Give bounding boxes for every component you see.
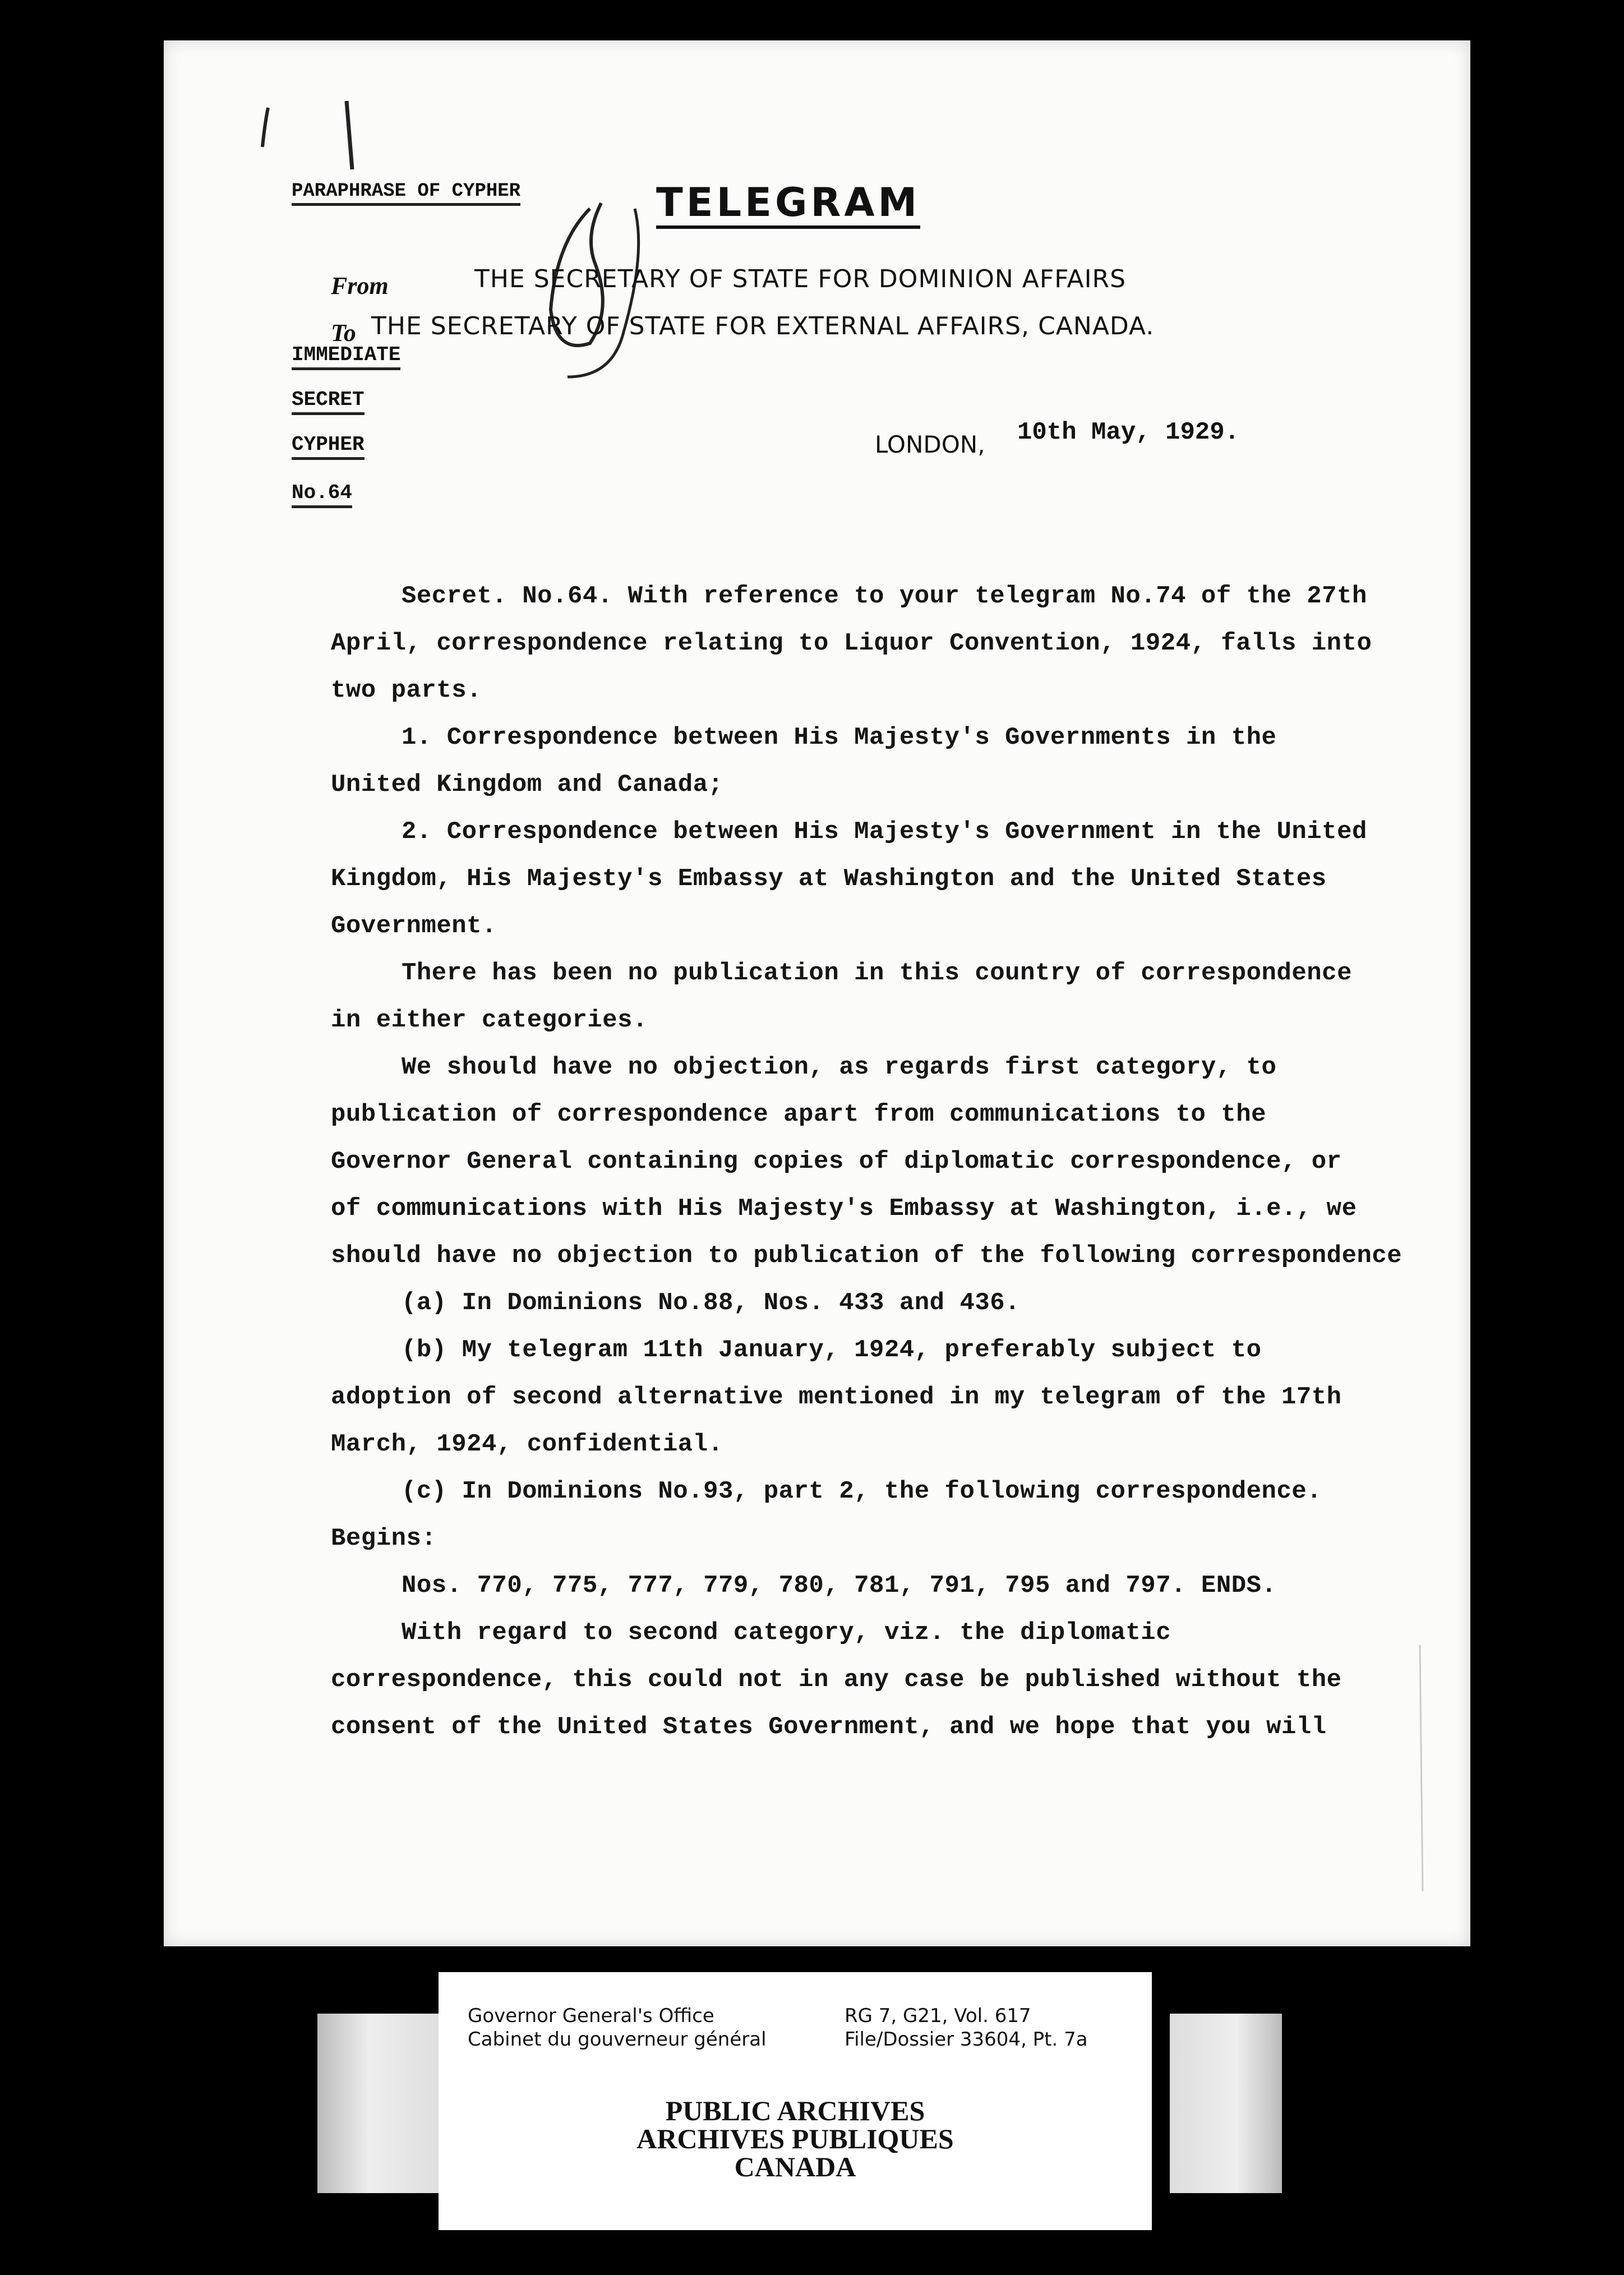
body-line: correspondence, this could not in any case be published without the: [331, 1666, 1342, 1694]
cypher-marking: CYPHER: [292, 433, 365, 460]
from-label: From: [331, 272, 389, 300]
document-page: [164, 40, 1470, 1946]
body-line: April, correspondence relating to Liquor Convention, 1924, falls into: [331, 629, 1372, 657]
body-line: 2. Correspondence between His Majesty's Government in the United: [402, 818, 1367, 846]
film-strip-left: [317, 2014, 446, 2193]
dateline-date: 10th May, 1929.: [1017, 418, 1240, 446]
stamp-line-1: PUBLIC ARCHIVES: [665, 2095, 925, 2126]
film-strip-right: [1170, 2014, 1282, 2193]
body-line: Begins:: [331, 1525, 437, 1553]
body-line: Government.: [331, 912, 497, 940]
dateline-place: LONDON,: [875, 431, 985, 458]
stamp-line-2: ARCHIVES PUBLIQUES: [636, 2123, 954, 2154]
archive-label: [439, 1972, 1152, 2230]
number-marking: No.64: [292, 481, 352, 508]
body-line: With regard to second category, viz. the diplomatic: [402, 1619, 1171, 1647]
body-line: Governor General containing copies of diplomatic correspondence, or: [331, 1148, 1342, 1176]
body-line: (a) In Dominions No.88, Nos. 433 and 436.: [402, 1289, 1021, 1317]
secret-marking: SECRET: [292, 388, 365, 415]
body-line: United Kingdom and Canada;: [331, 771, 723, 799]
archive-reference: RG 7, G21, Vol. 617: [845, 2005, 1031, 2027]
stamp-line-3: CANADA: [734, 2151, 856, 2182]
archive-file: File/Dossier 33604, Pt. 7a: [845, 2028, 1088, 2051]
body-line: 1. Correspondence between His Majesty's Governments in the: [402, 724, 1277, 752]
body-line: adoption of second alternative mentioned in my telegram of the 17th: [331, 1383, 1342, 1411]
to-label: To: [331, 319, 356, 347]
office-fr: Cabinet du gouverneur général: [468, 2028, 767, 2051]
body-line: should have no objection to publication of the following correspondence: [331, 1242, 1402, 1270]
immediate-marking: IMMEDIATE: [292, 343, 400, 370]
body-line: in either categories.: [331, 1006, 648, 1034]
body-line: (c) In Dominions No.93, part 2, the following correspondence.: [402, 1477, 1322, 1505]
body-line: of communications with His Majesty's Embassy at Washington, i.e., we: [331, 1195, 1357, 1223]
body-line: Secret. No.64. With reference to your telegram No.74 of the 27th: [402, 582, 1367, 610]
to-text: THE SECRETARY OF STATE FOR EXTERNAL AFFAIRS, CANADA.: [371, 312, 1155, 340]
body-line: Nos. 770, 775, 777, 779, 780, 781, 791, 795 and 797. ENDS.: [402, 1572, 1277, 1600]
body-line: There has been no publication in this country of correspondence: [402, 959, 1352, 987]
from-text: THE SECRETARY OF STATE FOR DOMINION AFFAIRS: [474, 265, 1127, 293]
body-line: consent of the United States Government, and we hope that you will: [331, 1713, 1327, 1741]
body-line: (b) My telegram 11th January, 1924, preferably subject to: [402, 1336, 1262, 1364]
office-en: Governor General's Office: [468, 2005, 714, 2027]
page-title: TELEGRAM: [656, 179, 920, 229]
body-line: two parts.: [331, 676, 482, 704]
body-line: publication of correspondence apart from communications to the: [331, 1100, 1267, 1129]
body-line: March, 1924, confidential.: [331, 1430, 723, 1458]
paraphrase-label: PARAPHRASE OF CYPHER: [292, 181, 520, 206]
body-line: Kingdom, His Majesty's Embassy at Washington and the United States: [331, 865, 1327, 893]
body-line: We should have no objection, as regards first category, to: [402, 1053, 1277, 1081]
